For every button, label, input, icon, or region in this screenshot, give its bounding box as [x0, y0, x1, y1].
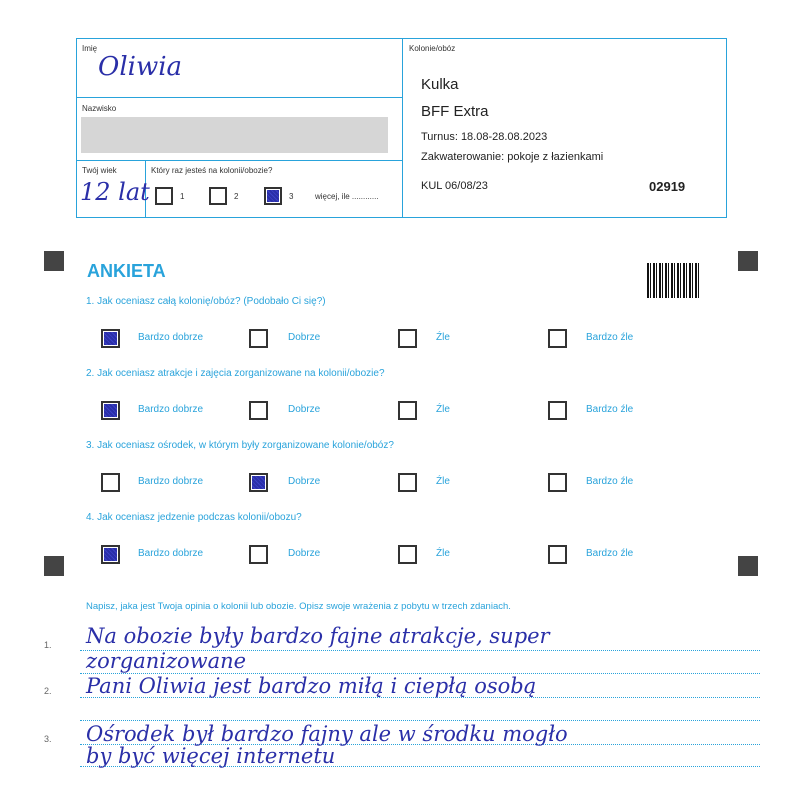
kod-turnusu: KUL 06/08/23	[421, 180, 488, 192]
registration-marker	[738, 556, 758, 576]
answer-label: Bardzo dobrze	[138, 476, 204, 487]
ktory-raz-option-2: 2	[234, 192, 239, 201]
turnus: Turnus: 18.08-28.08.2023	[421, 131, 548, 143]
kolonie-program: BFF Extra	[421, 103, 489, 120]
header-row-line	[76, 160, 402, 161]
answer-checkbox[interactable]	[249, 473, 268, 492]
question-text: 2. Jak oceniasz atrakcje i zajęcia zorganizowane na kolonii/obozie?	[86, 368, 385, 379]
kolonie-label: Kolonie/obóz	[409, 44, 456, 53]
line-number: 3.	[44, 734, 52, 744]
nazwisko-label: Nazwisko	[82, 104, 117, 113]
imie-label: Imię	[82, 44, 98, 53]
line-number: 1.	[44, 640, 52, 650]
answer-label: Źle	[436, 404, 450, 415]
answer-label: Bardzo dobrze	[138, 404, 204, 415]
wiek-label: Twój wiek	[82, 166, 117, 175]
answer-checkbox[interactable]	[398, 401, 417, 420]
answer-checkbox[interactable]	[398, 545, 417, 564]
registration-marker	[44, 556, 64, 576]
answer-checkbox[interactable]	[398, 329, 417, 348]
ktory-raz-option-3: 3	[289, 192, 294, 201]
answer-checkbox[interactable]	[249, 329, 268, 348]
question-text: 4. Jak oceniasz jedzenie podczas kolonii/obozu?	[86, 512, 302, 523]
ktory-raz-option-1: 1	[180, 192, 185, 201]
registration-marker	[738, 251, 758, 271]
opinion-handwriting: by być więcej internetu	[86, 744, 336, 768]
numer-ankiety: 02919	[649, 179, 686, 194]
header-divider	[402, 38, 403, 218]
opinion-handwriting: zorganizowane	[86, 649, 247, 673]
answer-checkbox[interactable]	[101, 473, 120, 492]
answer-label: Bardzo dobrze	[138, 332, 204, 343]
answer-checkbox[interactable]	[101, 401, 120, 420]
answer-label: Bardzo źle	[586, 476, 634, 487]
ktory-raz-label: Który raz jesteś na kolonii/obozie?	[151, 166, 273, 175]
question-text: 3. Jak oceniasz ośrodek, w którym były zorganizowane kolonie/obóz?	[86, 440, 394, 451]
opinion-handwriting: Na obozie były bardzo fajne atrakcje, super	[86, 624, 550, 648]
ktory-raz-checkbox-1[interactable]	[155, 187, 173, 205]
answer-label: Dobrze	[288, 548, 321, 559]
answer-checkbox[interactable]	[249, 545, 268, 564]
answer-label: Bardzo dobrze	[138, 548, 204, 559]
opinion-prompt: Napisz, jaka jest Twoja opinia o kolonii lub obozie. Opisz swoje wrażenia z pobytu w trzech zdaniach.	[86, 601, 511, 612]
nazwisko-redacted	[81, 117, 388, 153]
line-number: 2.	[44, 686, 52, 696]
answer-label: Dobrze	[288, 404, 321, 415]
answer-checkbox[interactable]	[101, 329, 120, 348]
answer-label: Źle	[436, 548, 450, 559]
answer-checkbox[interactable]	[548, 545, 567, 564]
ktory-raz-checkbox-3[interactable]	[264, 187, 282, 205]
imie-value: Oliwia	[98, 52, 183, 82]
answer-checkbox[interactable]	[101, 545, 120, 564]
header-row-line	[76, 97, 402, 98]
question-text: 1. Jak oceniasz całą kolonię/obóz? (Podobało Ci się?)	[86, 296, 326, 307]
answer-label: Bardzo źle	[586, 404, 634, 415]
survey-title: ANKIETA	[87, 261, 166, 281]
ktory-raz-option-more: więcej, ile ............	[315, 192, 379, 201]
answer-checkbox[interactable]	[249, 401, 268, 420]
kolonie-name: Kulka	[421, 76, 459, 93]
answer-checkbox[interactable]	[548, 401, 567, 420]
barcode	[647, 263, 700, 298]
zakwaterowanie: Zakwaterowanie: pokoje z łazienkami	[421, 151, 604, 163]
answer-label: Źle	[436, 332, 450, 343]
registration-marker	[44, 251, 64, 271]
answer-label: Dobrze	[288, 476, 321, 487]
answer-checkbox[interactable]	[548, 473, 567, 492]
answer-label: Źle	[436, 476, 450, 487]
writing-line	[80, 720, 760, 721]
answer-label: Bardzo źle	[586, 548, 634, 559]
ktory-raz-checkbox-2[interactable]	[209, 187, 227, 205]
answer-checkbox[interactable]	[548, 329, 567, 348]
wiek-value: 12 lat	[80, 178, 150, 206]
answer-label: Bardzo źle	[586, 332, 634, 343]
answer-checkbox[interactable]	[398, 473, 417, 492]
opinion-handwriting: Ośrodek był bardzo fajny ale w środku mogło	[86, 722, 568, 746]
opinion-handwriting: Pani Oliwia jest bardzo miłą i ciepłą osobą	[86, 674, 537, 698]
answer-label: Dobrze	[288, 332, 321, 343]
